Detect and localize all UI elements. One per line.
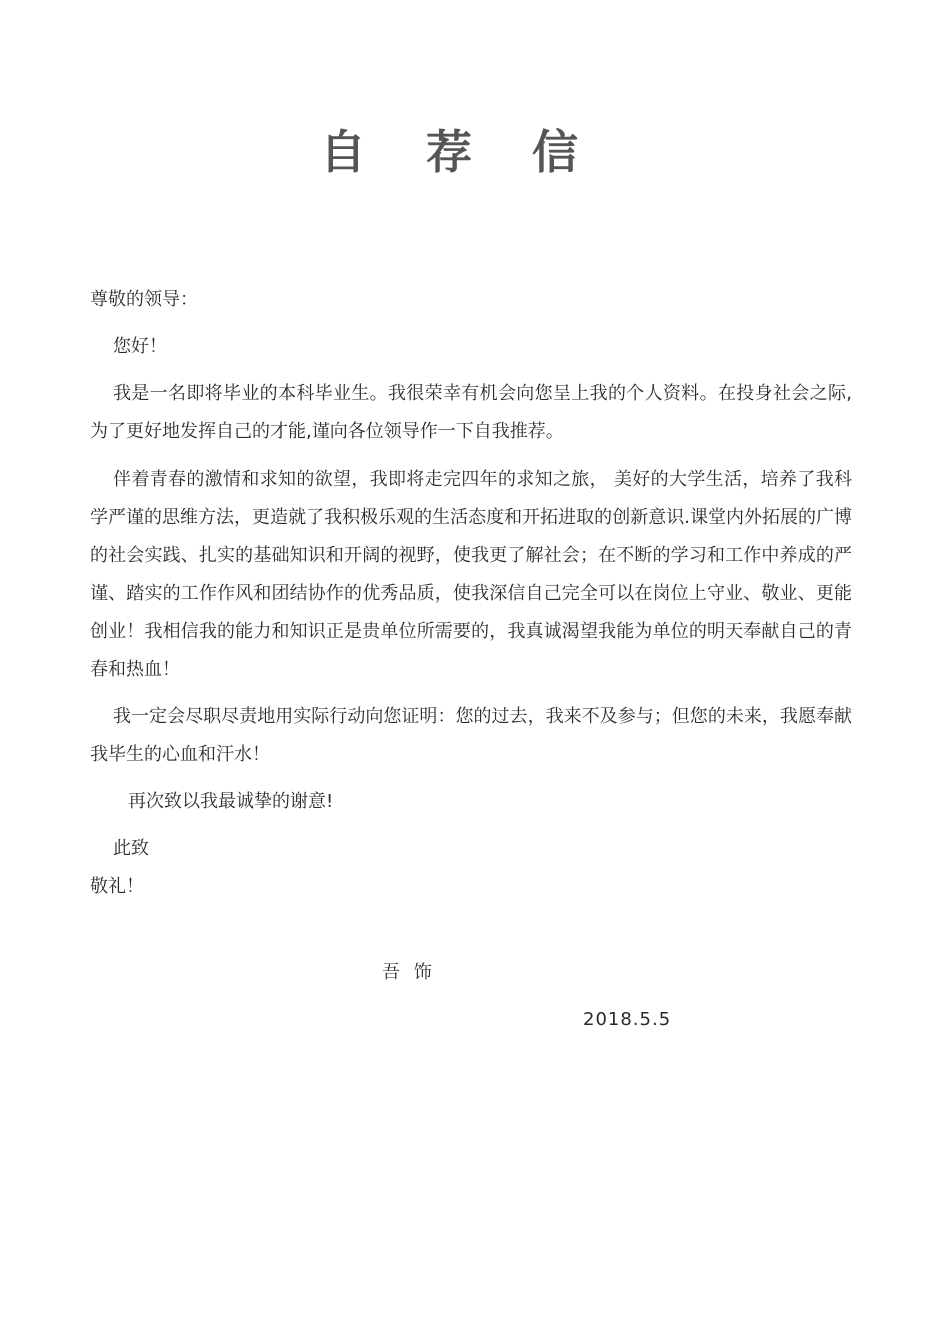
signature: 吾 饰 <box>382 962 436 983</box>
closing-jingli: 敬礼！ <box>90 876 144 897</box>
letter-title: 自 荐 信 <box>319 125 601 179</box>
letter-date: 2018.5.5 <box>583 1009 672 1030</box>
salutation: 尊敬的领导： <box>90 289 198 310</box>
closing-cizhi: 此致 <box>113 838 149 859</box>
paragraph-experience: 伴着青春的激情和求知的欲望，我即将走完四年的求知之旅， 美好的大学生活，培养了我科学严谨的思维方法，更造就了我积极乐观的生活态度和开拓进取的创新意识.课堂内外拓展的广博的社会实践、扎实的基础知识和开阔的视野，使我更了解社会；在不断的学习和工作中养成的严谨、踏实的工作作风和团结协作的优秀品质，使我深信自己完全可以在岗位上守业、敬业、更能创业！我相信我的能力和知识正是贵单位所需要的，我真诚渴望我能为单位的明天奉献自己的青春和热血！ <box>90 469 852 680</box>
paragraph-commitment: 我一定会尽职尽责地用实际行动向您证明：您的过去，我来不及参与；但您的未来，我愿奉献我毕生的心血和汗水！ <box>90 706 852 765</box>
greeting: 您好！ <box>113 336 167 357</box>
paragraph-intro: 我是一名即将毕业的本科毕业生。我很荣幸有机会向您呈上我的个人资料。在投身社会之际,为了更好地发挥自己的才能,谨向各位领导作一下自我推荐。 <box>90 383 852 442</box>
thanks-line: 再次致以我最诚挚的谢意! <box>128 791 334 812</box>
